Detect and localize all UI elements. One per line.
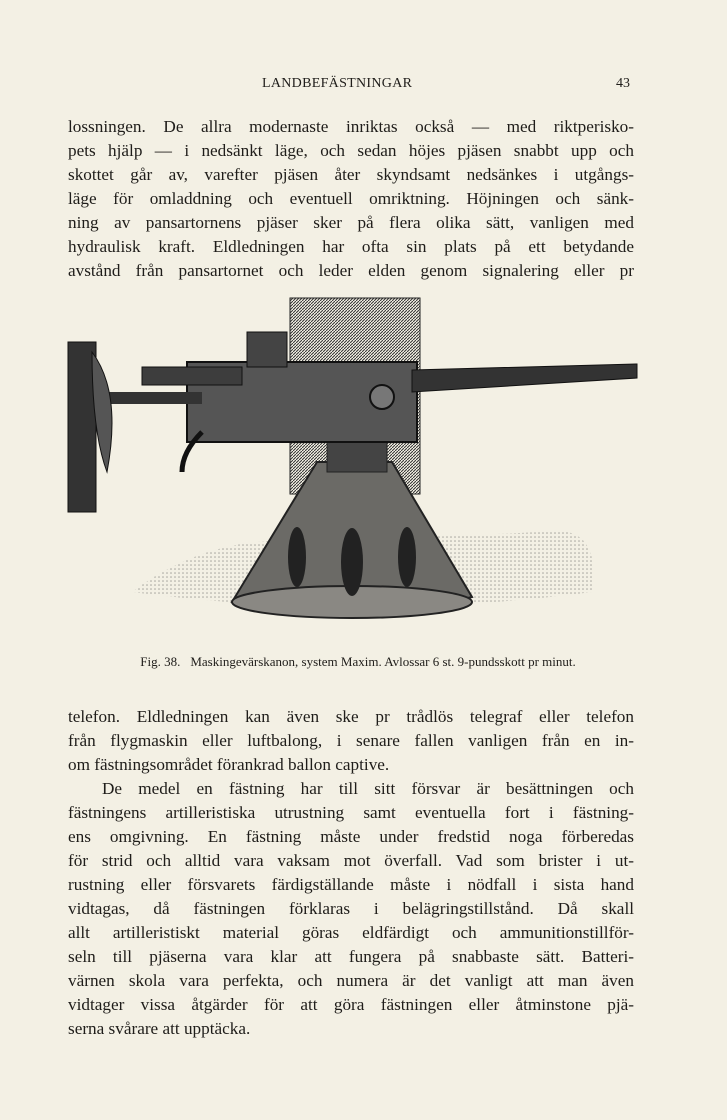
text-line: ens omgivning. En fästning måste under fredstid noga förberedas [68, 827, 634, 846]
text-line: allt artilleristiskt material göras eldfärdigt och ammunitionstillför- [68, 923, 634, 942]
running-title: LANDBEFÄSTNINGAR [262, 76, 413, 91]
text-line: rustning eller försvarets färdigställande måste i nödfall i sista hand [68, 875, 634, 894]
top-paragraph [68, 115, 634, 283]
text-line: serna svårare att upptäcka. [68, 1019, 251, 1038]
text-line: för strid och alltid vara vaksam mot överfall. Vad som brister i ut- [68, 851, 634, 870]
text-line: ning av pansartornens pjäser sker på flera olika sätt, vanligen med [68, 213, 634, 232]
text-line: fästningens artilleristiska utrustning samt eventuella fort i fästning- [68, 803, 634, 822]
text-line: från flygmaskin eller luftbalong, i senare fallen vanligen från en in- [68, 731, 634, 750]
text-line: vidtagas, då fästningen förklaras i belägringstillstånd. Då skall [68, 899, 634, 918]
text-line: vidtager vissa åtgärder för att göra fästningen eller åtminstone pjä- [68, 995, 634, 1014]
text-line: De medel en fästning har till sitt försvar är besättningen och [102, 779, 634, 798]
text-line: hydraulisk kraft. Eldledningen har ofta sin plats på ett betydande [68, 237, 634, 256]
text-line: pets hjälp — i nedsänkt läge, och sedan höjes pjäsen snabbt upp och [68, 141, 634, 160]
text-line: om fästningsområdet förankrad ballon captive. [68, 755, 390, 774]
text-line: telefon. Eldledningen kan även ske pr trådlös telegraf eller telefon [68, 707, 634, 726]
figure-number: Fig. 38. [140, 654, 181, 669]
text-line: läge för omladdning och eventuell omriktning. Höjningen och sänk- [68, 189, 634, 208]
figure-caption [88, 654, 628, 670]
text-line: skottet går av, varefter pjäsen åter skyndsamt nedsänkes i utgångs- [68, 165, 634, 184]
maxim-gun-illustration [62, 292, 662, 637]
page-number: 43 [616, 76, 630, 91]
text-line: seln till pjäserna vara klar att fungera på snabbaste sätt. Batteri- [68, 947, 634, 966]
text-line: avstånd från pansartornet och leder elden genom signalering eller pr [68, 261, 634, 280]
page-header [0, 76, 727, 98]
bottom-paragraphs [68, 705, 634, 1041]
text-line: värnen skola vara perfekta, och numera är det vanligt att man även [68, 971, 634, 990]
figure-caption-text: Maskingevärskanon, system Maxim. Avlossar 6 st. 9-pundsskott pr minut. [190, 654, 576, 669]
text-line: lossningen. De allra modernaste inriktas också — med riktperisko- [68, 117, 634, 136]
